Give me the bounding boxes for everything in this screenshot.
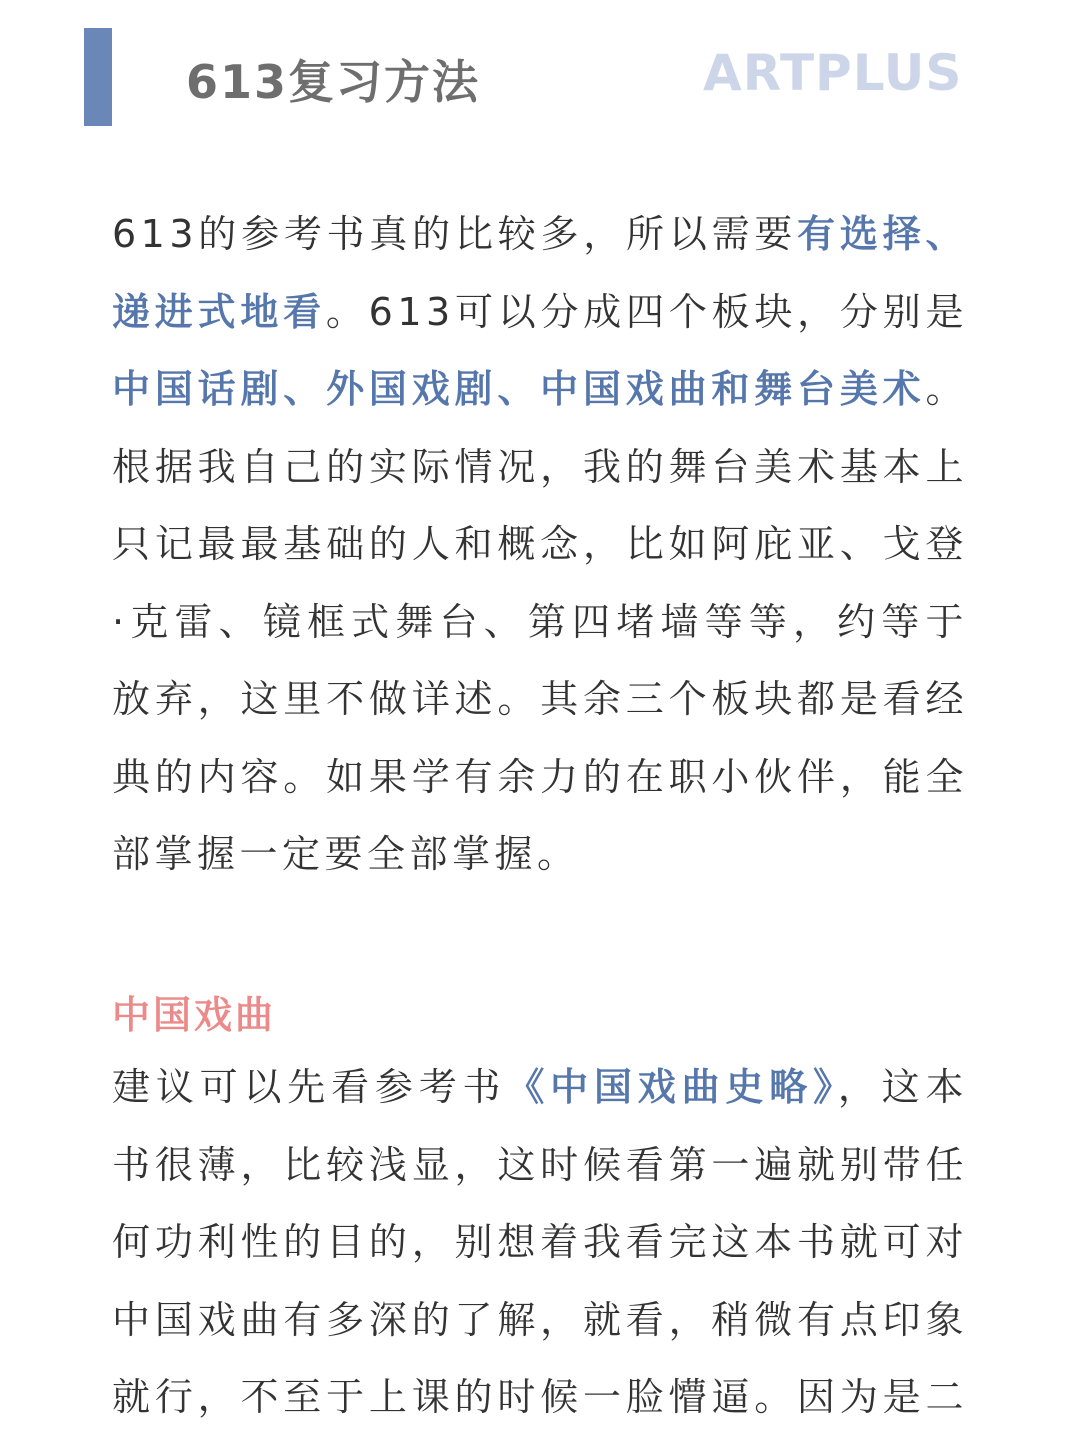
highlight-progressive: 递进式地看 xyxy=(112,289,326,334)
intro-text: 。 xyxy=(925,367,968,411)
section-line-1 xyxy=(112,1049,968,1127)
brand-logo-text: ARTPLUS xyxy=(703,44,963,102)
header-accent-bar xyxy=(84,28,112,126)
section-line-5: 就行，不至于上课的时候一脸懵逼。因为是二 xyxy=(112,1375,968,1419)
highlight-book-title: 《中国戏曲史略》 xyxy=(506,1065,838,1109)
intro-text: 613的参考书真的比较多，所以需要 xyxy=(112,212,798,256)
intro-line-4: 根据我自己的实际情况，我的舞台美术基本上 xyxy=(112,444,968,489)
intro-line-6: ·克雷、镜框式舞台、第四堵墙等等，约等于 xyxy=(112,599,968,644)
section-text: ，这本 xyxy=(837,1065,968,1109)
section-line-2: 书很薄，比较浅显，这时候看第一遍就别带任 xyxy=(112,1142,968,1187)
section-line-3: 何功利性的目的，别想着我看完这本书就可对 xyxy=(112,1220,968,1264)
intro-text: 。613可以分成四个板块，分别是 xyxy=(325,289,968,334)
intro-line-7: 放弃，这里不做详述。其余三个板块都是看经 xyxy=(112,677,968,721)
intro-line-2 xyxy=(112,274,968,352)
intro-line-5: 只记最最基础的人和概念，比如阿庇亚、戈登 xyxy=(112,522,968,566)
intro-line-9: 部掌握一定要全部掌握。 xyxy=(112,832,580,876)
highlight-selective: 有选择、 xyxy=(797,212,968,256)
page-title: 613复习方法 xyxy=(186,55,481,109)
section-line-4: 中国戏曲有多深的了解，就看，稍微有点印象 xyxy=(112,1297,968,1342)
intro-line-8: 典的内容。如果学有余力的在职小伙伴，能全 xyxy=(112,754,968,799)
highlight-four-sections: 中国话剧、外国戏剧、中国戏曲和舞台美术 xyxy=(112,367,926,411)
intro-line-3 xyxy=(112,351,968,429)
section-paragraph xyxy=(112,1049,968,1437)
section-text: 建议可以先看参考书 xyxy=(112,1065,507,1109)
intro-paragraph xyxy=(112,196,968,894)
intro-line-1 xyxy=(112,196,968,274)
section-heading-chinese-opera: 中国戏曲 xyxy=(112,993,277,1037)
